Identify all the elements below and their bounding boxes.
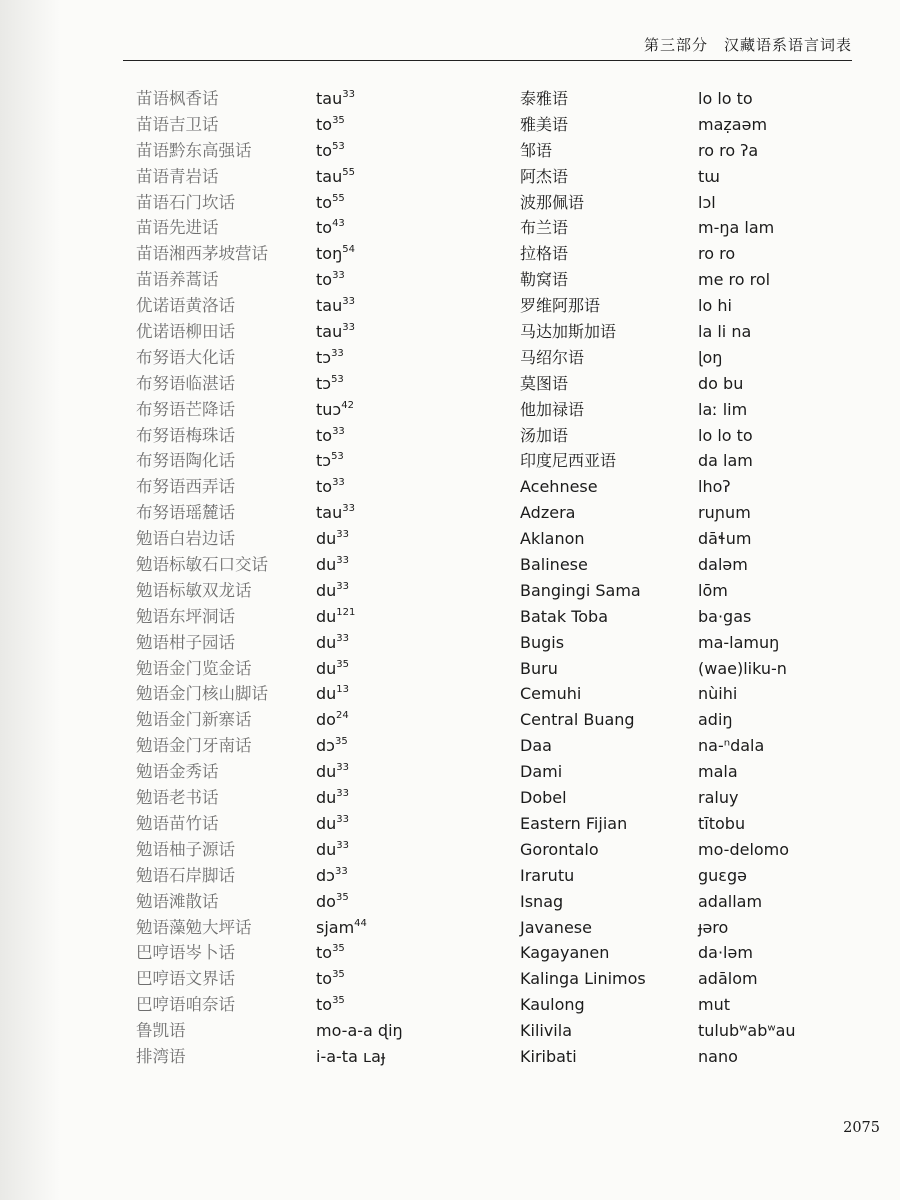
word-form-base: to (316, 114, 333, 134)
left-language-name: 苗语吉卫话 (136, 114, 219, 134)
tone-number: 121 (336, 606, 356, 618)
left-word-form (316, 500, 496, 526)
word-form-base: to (316, 477, 333, 497)
tone-number: 33 (331, 347, 344, 359)
word-form-base: du (316, 580, 337, 600)
left-word-form (316, 785, 496, 811)
word-form-base: tau (316, 322, 343, 342)
left-word-form (316, 1018, 496, 1044)
tone-number: 33 (336, 555, 350, 567)
left-word-form (316, 940, 496, 966)
word-form-base: to (316, 943, 333, 963)
right-word-form: ba·gas (698, 606, 752, 626)
tone-number: 33 (336, 762, 350, 774)
left-language-name: 苗语青岩话 (136, 166, 219, 186)
word-form-base: to (316, 425, 333, 445)
right-language-name: Kiribati (520, 1046, 577, 1066)
right-language-name: Dobel (520, 788, 567, 808)
right-form-column (698, 86, 878, 1070)
left-word-form (316, 345, 496, 371)
right-word-form: raluy (698, 788, 739, 808)
left-language-name: 布努语芒降话 (136, 399, 235, 419)
right-word-form: da·ləm (698, 943, 753, 963)
left-language-name: 布努语陶化话 (136, 451, 235, 471)
right-language-name: Kalinga Linimos (520, 969, 646, 989)
word-form-base: du (316, 839, 337, 859)
right-language-name: 拉格语 (520, 244, 569, 264)
word-form-base: du (316, 813, 337, 833)
word-form-base: du (316, 658, 337, 678)
right-language-name: 马达加斯加语 (520, 322, 617, 342)
left-language-name: 勉语柑子园话 (136, 632, 235, 652)
left-language-name: 优诺语黄洛话 (136, 296, 235, 316)
page-edge-shadow (0, 0, 60, 1200)
word-form-base: do (316, 710, 336, 730)
left-word-form (316, 759, 496, 785)
left-word-form (316, 190, 496, 216)
tone-number: 33 (336, 839, 350, 851)
right-language-name: 马绍尔语 (520, 347, 585, 367)
right-word-form: ɟəro (698, 917, 729, 937)
left-language-name: 巴哼语咱奈话 (136, 995, 235, 1015)
word-form-base: du (316, 762, 337, 782)
left-word-form (316, 604, 496, 630)
left-word-form (316, 630, 496, 656)
right-word-form: lo lo to (698, 425, 753, 445)
tone-number: 35 (332, 943, 345, 955)
left-language-name: 勉语金门核山脚话 (136, 684, 268, 704)
right-language-name: Aklanon (520, 529, 585, 549)
right-word-form: ro ro (698, 244, 736, 264)
left-language-name: 苗语枫香话 (136, 89, 219, 108)
right-word-form: mala (698, 762, 738, 782)
tone-number: 43 (332, 218, 345, 230)
word-form-base: du (316, 555, 337, 575)
left-word-form (316, 319, 496, 345)
tone-number: 54 (342, 244, 355, 256)
right-language-name: 莫图语 (520, 373, 569, 393)
tone-number: 33 (336, 813, 350, 825)
right-word-form: adiŋ (698, 710, 733, 730)
right-language-name: 印度尼西亚语 (520, 451, 617, 471)
word-form-base: toŋ (316, 244, 343, 264)
right-word-form: tītobu (698, 813, 746, 833)
tone-number: 35 (332, 995, 345, 1007)
left-language-name: 苗语黔东高强话 (136, 140, 252, 160)
right-language-name: 雅美语 (520, 114, 569, 134)
right-word-form: laː lim (698, 399, 748, 419)
word-form-base: tau (316, 296, 343, 316)
tone-number: 33 (336, 788, 350, 800)
left-language-name: 勉语金门牙南话 (136, 736, 252, 756)
right-language-name: Kaulong (520, 995, 585, 1015)
word-form-base: to (316, 995, 333, 1015)
tone-number: 24 (335, 710, 349, 722)
right-language-name: Cemuhi (520, 684, 582, 704)
left-language-name: 布努语瑶麓话 (136, 503, 235, 523)
right-word-form: do bu (698, 373, 744, 393)
right-word-form: adallam (698, 891, 763, 911)
tone-number: 33 (342, 296, 355, 308)
right-word-form: m-ŋa lam (698, 218, 775, 238)
right-word-form: na-ⁿdala (698, 736, 765, 756)
right-word-form: da lam (698, 451, 753, 471)
word-form-base: du (316, 632, 337, 652)
tone-number: 44 (354, 917, 367, 929)
left-word-form (316, 397, 496, 423)
word-form-base: du (316, 606, 337, 626)
left-word-form (316, 1044, 496, 1070)
left-language-name: 勉语金门览金话 (136, 658, 252, 678)
right-word-form: lo hi (698, 296, 732, 316)
left-language-name: 勉语藻勉大坪话 (136, 917, 252, 937)
left-word-form (316, 138, 496, 164)
left-language-name: 勉语东坪洞话 (136, 606, 235, 626)
right-word-form: me ro rol (698, 270, 771, 290)
right-language-name: 阿杰语 (520, 166, 569, 186)
left-word-form (316, 423, 496, 449)
word-form-base: tɔ (316, 451, 332, 471)
left-word-form (316, 707, 496, 733)
left-word-form (316, 552, 496, 578)
left-word-form (316, 578, 496, 604)
left-word-form (316, 915, 496, 941)
left-language-name: 勉语柚子源话 (136, 839, 235, 859)
left-word-form (316, 474, 496, 500)
word-form-base: dɔ (316, 736, 335, 756)
right-language-name: Kilivila (520, 1021, 572, 1041)
left-language-name: 优诺语柳田话 (136, 322, 235, 342)
right-language-name: 邹语 (520, 140, 553, 160)
tone-number: 33 (336, 632, 350, 644)
tone-number: 55 (332, 192, 345, 204)
left-language-name: 布努语临湛话 (136, 373, 235, 393)
left-language-name: 勉语苗竹话 (136, 813, 219, 833)
left-language-name: 勉语标敏石口交话 (136, 555, 268, 575)
word-form-base: tɔ (316, 373, 332, 393)
left-language-name: 苗语先进话 (136, 218, 219, 238)
left-form-column (316, 86, 496, 1070)
tone-number: 33 (336, 529, 350, 541)
right-language-column (520, 86, 690, 1070)
right-word-form: lɔl (698, 192, 716, 212)
right-language-name: 布兰语 (520, 218, 569, 238)
left-language-name: 布努语梅珠话 (136, 425, 235, 445)
right-word-form: maẓaəm (698, 114, 768, 134)
left-word-form (316, 293, 496, 319)
right-word-form: ɭoŋ (698, 347, 723, 367)
right-word-form: mo-delomo (698, 839, 790, 859)
word-form-base: to (316, 969, 333, 989)
tone-number: 42 (341, 399, 354, 411)
right-word-form: lo lo to (698, 89, 753, 108)
word-form-base: sjam (316, 917, 355, 937)
right-language-name: Batak Toba (520, 606, 609, 626)
right-language-name: Bugis (520, 632, 565, 652)
right-word-form: adālom (698, 969, 758, 989)
right-word-form: ma-lamuŋ (698, 632, 780, 652)
word-form-base: i-a-ta ʟaɟ (316, 1046, 386, 1066)
right-language-name: Acehnese (520, 477, 598, 497)
right-language-name: 勒窝语 (520, 270, 569, 290)
right-word-form: nano (698, 1046, 738, 1066)
left-language-name: 苗语养蒿话 (136, 270, 219, 290)
right-word-form: tɯ (698, 166, 720, 186)
left-word-form (316, 863, 496, 889)
page-number: 2075 (843, 1120, 880, 1136)
word-form-base: mo-a-a ɖiŋ (316, 1021, 403, 1041)
tone-number: 35 (332, 114, 345, 126)
right-word-form: nùihi (698, 684, 738, 704)
word-form-base: tau (316, 89, 343, 108)
header-rule (123, 60, 852, 61)
tone-number: 13 (336, 684, 350, 696)
right-word-form: ro ro ʔa (698, 140, 759, 160)
right-language-name: Gorontalo (520, 839, 599, 859)
tone-number: 33 (332, 425, 345, 437)
left-language-name: 鲁凯语 (136, 1021, 186, 1041)
left-language-name: 勉语白岩边话 (136, 529, 235, 549)
left-word-form (316, 86, 496, 112)
tone-number: 35 (336, 658, 350, 670)
right-language-name: 汤加语 (520, 425, 569, 445)
right-language-name: Buru (520, 658, 558, 678)
tone-number: 55 (342, 166, 355, 178)
tone-number: 33 (342, 503, 355, 515)
right-language-name: 他加禄语 (520, 399, 585, 419)
left-language-name: 苗语湘西茅坡营话 (136, 244, 268, 264)
right-word-form: tulubʷabʷau (698, 1021, 796, 1041)
tone-number: 35 (332, 969, 345, 981)
word-form-base: to (316, 218, 333, 238)
left-word-form (316, 215, 496, 241)
left-word-form (316, 992, 496, 1018)
left-language-name: 苗语石门坎话 (136, 192, 235, 212)
right-word-form: mut (698, 995, 730, 1015)
right-word-form: (wae)liku-n (698, 658, 787, 678)
right-language-name: Irarutu (520, 865, 575, 885)
tone-number: 35 (334, 736, 348, 748)
right-word-form: lōm (698, 580, 728, 600)
left-word-form (316, 526, 496, 552)
left-language-name: 勉语标敏双龙话 (136, 580, 252, 600)
left-language-name: 排湾语 (136, 1046, 186, 1066)
left-word-form (316, 656, 496, 682)
left-word-form (316, 448, 496, 474)
word-form-base: dɔ (316, 865, 335, 885)
word-form-base: to (316, 192, 333, 212)
word-form-base: to (316, 140, 333, 160)
right-word-form: dāɬum (698, 529, 752, 549)
word-form-base: to (316, 270, 333, 290)
left-word-form (316, 733, 496, 759)
right-language-name: Balinese (520, 555, 588, 575)
right-language-name: Adzera (520, 503, 576, 523)
tone-number: 53 (331, 451, 344, 463)
word-form-base: du (316, 684, 337, 704)
left-word-form (316, 966, 496, 992)
tone-number: 33 (334, 865, 348, 877)
left-language-name: 勉语老书话 (136, 788, 219, 808)
word-form-base: tuɔ (316, 399, 342, 419)
running-header: 第三部分 汉藏语系语言词表 (643, 36, 852, 54)
right-language-name: Isnag (520, 891, 564, 911)
left-language-name: 布努语大化话 (136, 347, 235, 367)
left-word-form (316, 837, 496, 863)
right-word-form: lhoʔ (698, 477, 731, 497)
left-language-name: 勉语石岸脚话 (136, 865, 235, 885)
word-form-base: tɔ (316, 347, 332, 367)
tone-number: 33 (342, 89, 355, 100)
tone-number: 33 (332, 477, 345, 489)
right-language-name: Javanese (520, 917, 592, 937)
right-word-form: daləm (698, 555, 748, 575)
tone-number: 33 (342, 322, 355, 334)
left-language-name: 巴哼语文界话 (136, 969, 235, 989)
word-form-base: tau (316, 166, 343, 186)
left-word-form (316, 267, 496, 293)
word-form-base: tau (316, 503, 343, 523)
right-language-name: Central Buang (520, 710, 635, 730)
left-word-form (316, 112, 496, 138)
left-word-form (316, 889, 496, 915)
left-language-name: 巴哼语岑卜话 (136, 943, 235, 963)
right-language-name: 罗维阿那语 (520, 296, 601, 316)
right-language-name: Eastern Fijian (520, 813, 628, 833)
tone-number: 53 (332, 140, 345, 152)
tone-number: 33 (336, 580, 350, 592)
left-language-name: 勉语金秀话 (136, 762, 219, 782)
right-language-name: Kagayanen (520, 943, 610, 963)
right-word-form: la li na (698, 322, 752, 342)
left-word-form (316, 811, 496, 837)
left-word-form (316, 164, 496, 190)
left-word-form (316, 681, 496, 707)
tone-number: 33 (332, 270, 345, 282)
right-word-form: ruɲum (698, 503, 751, 523)
right-language-name: Dami (520, 762, 563, 782)
right-language-name: Daa (520, 736, 552, 756)
right-language-name: 波那佩语 (520, 192, 585, 212)
left-language-column (136, 86, 306, 1070)
word-form-base: do (316, 891, 336, 911)
right-word-form: guɛgə (698, 865, 747, 885)
right-language-name: 泰雅语 (520, 89, 569, 108)
tone-number: 35 (335, 891, 349, 903)
right-language-name: Bangingi Sama (520, 580, 641, 600)
left-word-form (316, 371, 496, 397)
left-word-form (316, 241, 496, 267)
left-language-name: 勉语滩散话 (136, 891, 219, 911)
left-language-name: 布努语西弄话 (136, 477, 235, 497)
word-form-base: du (316, 788, 337, 808)
word-form-base: du (316, 529, 337, 549)
left-language-name: 勉语金门新寨话 (136, 710, 252, 730)
tone-number: 53 (331, 373, 344, 385)
